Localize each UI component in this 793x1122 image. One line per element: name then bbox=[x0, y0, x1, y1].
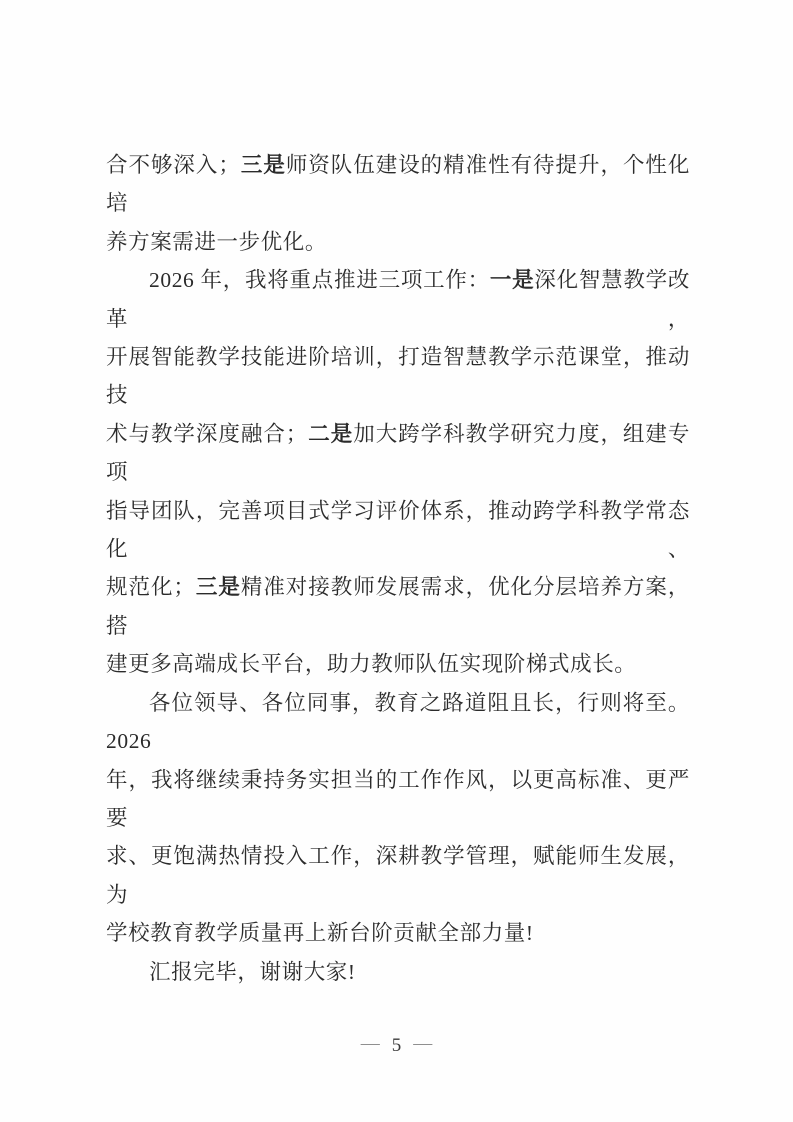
text-line bbox=[106, 415, 690, 492]
page-footer bbox=[0, 1033, 793, 1059]
body-text: 2026 年，我将重点推进三项工作： bbox=[149, 268, 490, 293]
bold-marker-text: 一是 bbox=[489, 268, 535, 293]
body-text: 汇报完毕，谢谢大家! bbox=[149, 959, 356, 984]
body-text: 各位领导、各位同事，教育之路道阻且长，行则将至。2026 bbox=[106, 690, 690, 754]
body-text: 开展智能教学技能进阶培训，打造智慧教学示范课堂，推动技 bbox=[106, 345, 690, 408]
bold-marker-text: 三是 bbox=[240, 153, 286, 177]
bold-marker-text: 三是 bbox=[195, 575, 241, 600]
text-line bbox=[106, 146, 690, 223]
text-line bbox=[106, 837, 690, 914]
text-body bbox=[106, 146, 690, 991]
body-text: 加大跨学科教学研究力度，组建专项 bbox=[106, 421, 690, 485]
text-line bbox=[106, 338, 690, 415]
footer-left-dash: — bbox=[360, 1033, 380, 1054]
body-text: 养方案需进一步优化。 bbox=[106, 229, 328, 254]
text-line bbox=[106, 914, 690, 952]
text-line bbox=[106, 645, 690, 683]
body-text: 师资队伍建设的精准性有待提升，个性化培 bbox=[106, 153, 690, 216]
text-line bbox=[106, 223, 690, 261]
body-text: 规范化； bbox=[106, 575, 196, 600]
body-text: 建更多高端成长平台，助力教师队伍实现阶梯式成长。 bbox=[106, 652, 637, 677]
body-text: 术与教学深度融合； bbox=[106, 421, 308, 446]
footer-right-dash: — bbox=[413, 1033, 433, 1054]
text-line bbox=[106, 684, 690, 761]
body-text: 年，我将继续秉持务实担当的工作作风，以更高标准、更严要 bbox=[106, 767, 690, 830]
body-text: 求、更饱满热情投入工作，深耕教学管理，赋能师生发展，为 bbox=[106, 844, 690, 907]
text-line bbox=[106, 761, 690, 838]
text-line bbox=[106, 568, 690, 645]
body-text: 指导团队，完善项目式学习评价体系，推动跨学科教学常态化、 bbox=[106, 498, 690, 562]
body-text: 精准对接教师发展需求，优化分层培养方案，搭 bbox=[106, 575, 690, 638]
body-text: 合不够深入； bbox=[106, 153, 241, 177]
page-number: 5 bbox=[391, 1035, 402, 1056]
text-line bbox=[106, 492, 690, 569]
body-text: 学校教育教学质量再上新台阶贡献全部力量! bbox=[106, 921, 534, 946]
bold-marker-text: 二是 bbox=[307, 421, 354, 446]
text-line bbox=[106, 261, 690, 338]
body-text: 深化智慧教学改革， bbox=[106, 268, 690, 331]
text-line bbox=[106, 953, 690, 991]
